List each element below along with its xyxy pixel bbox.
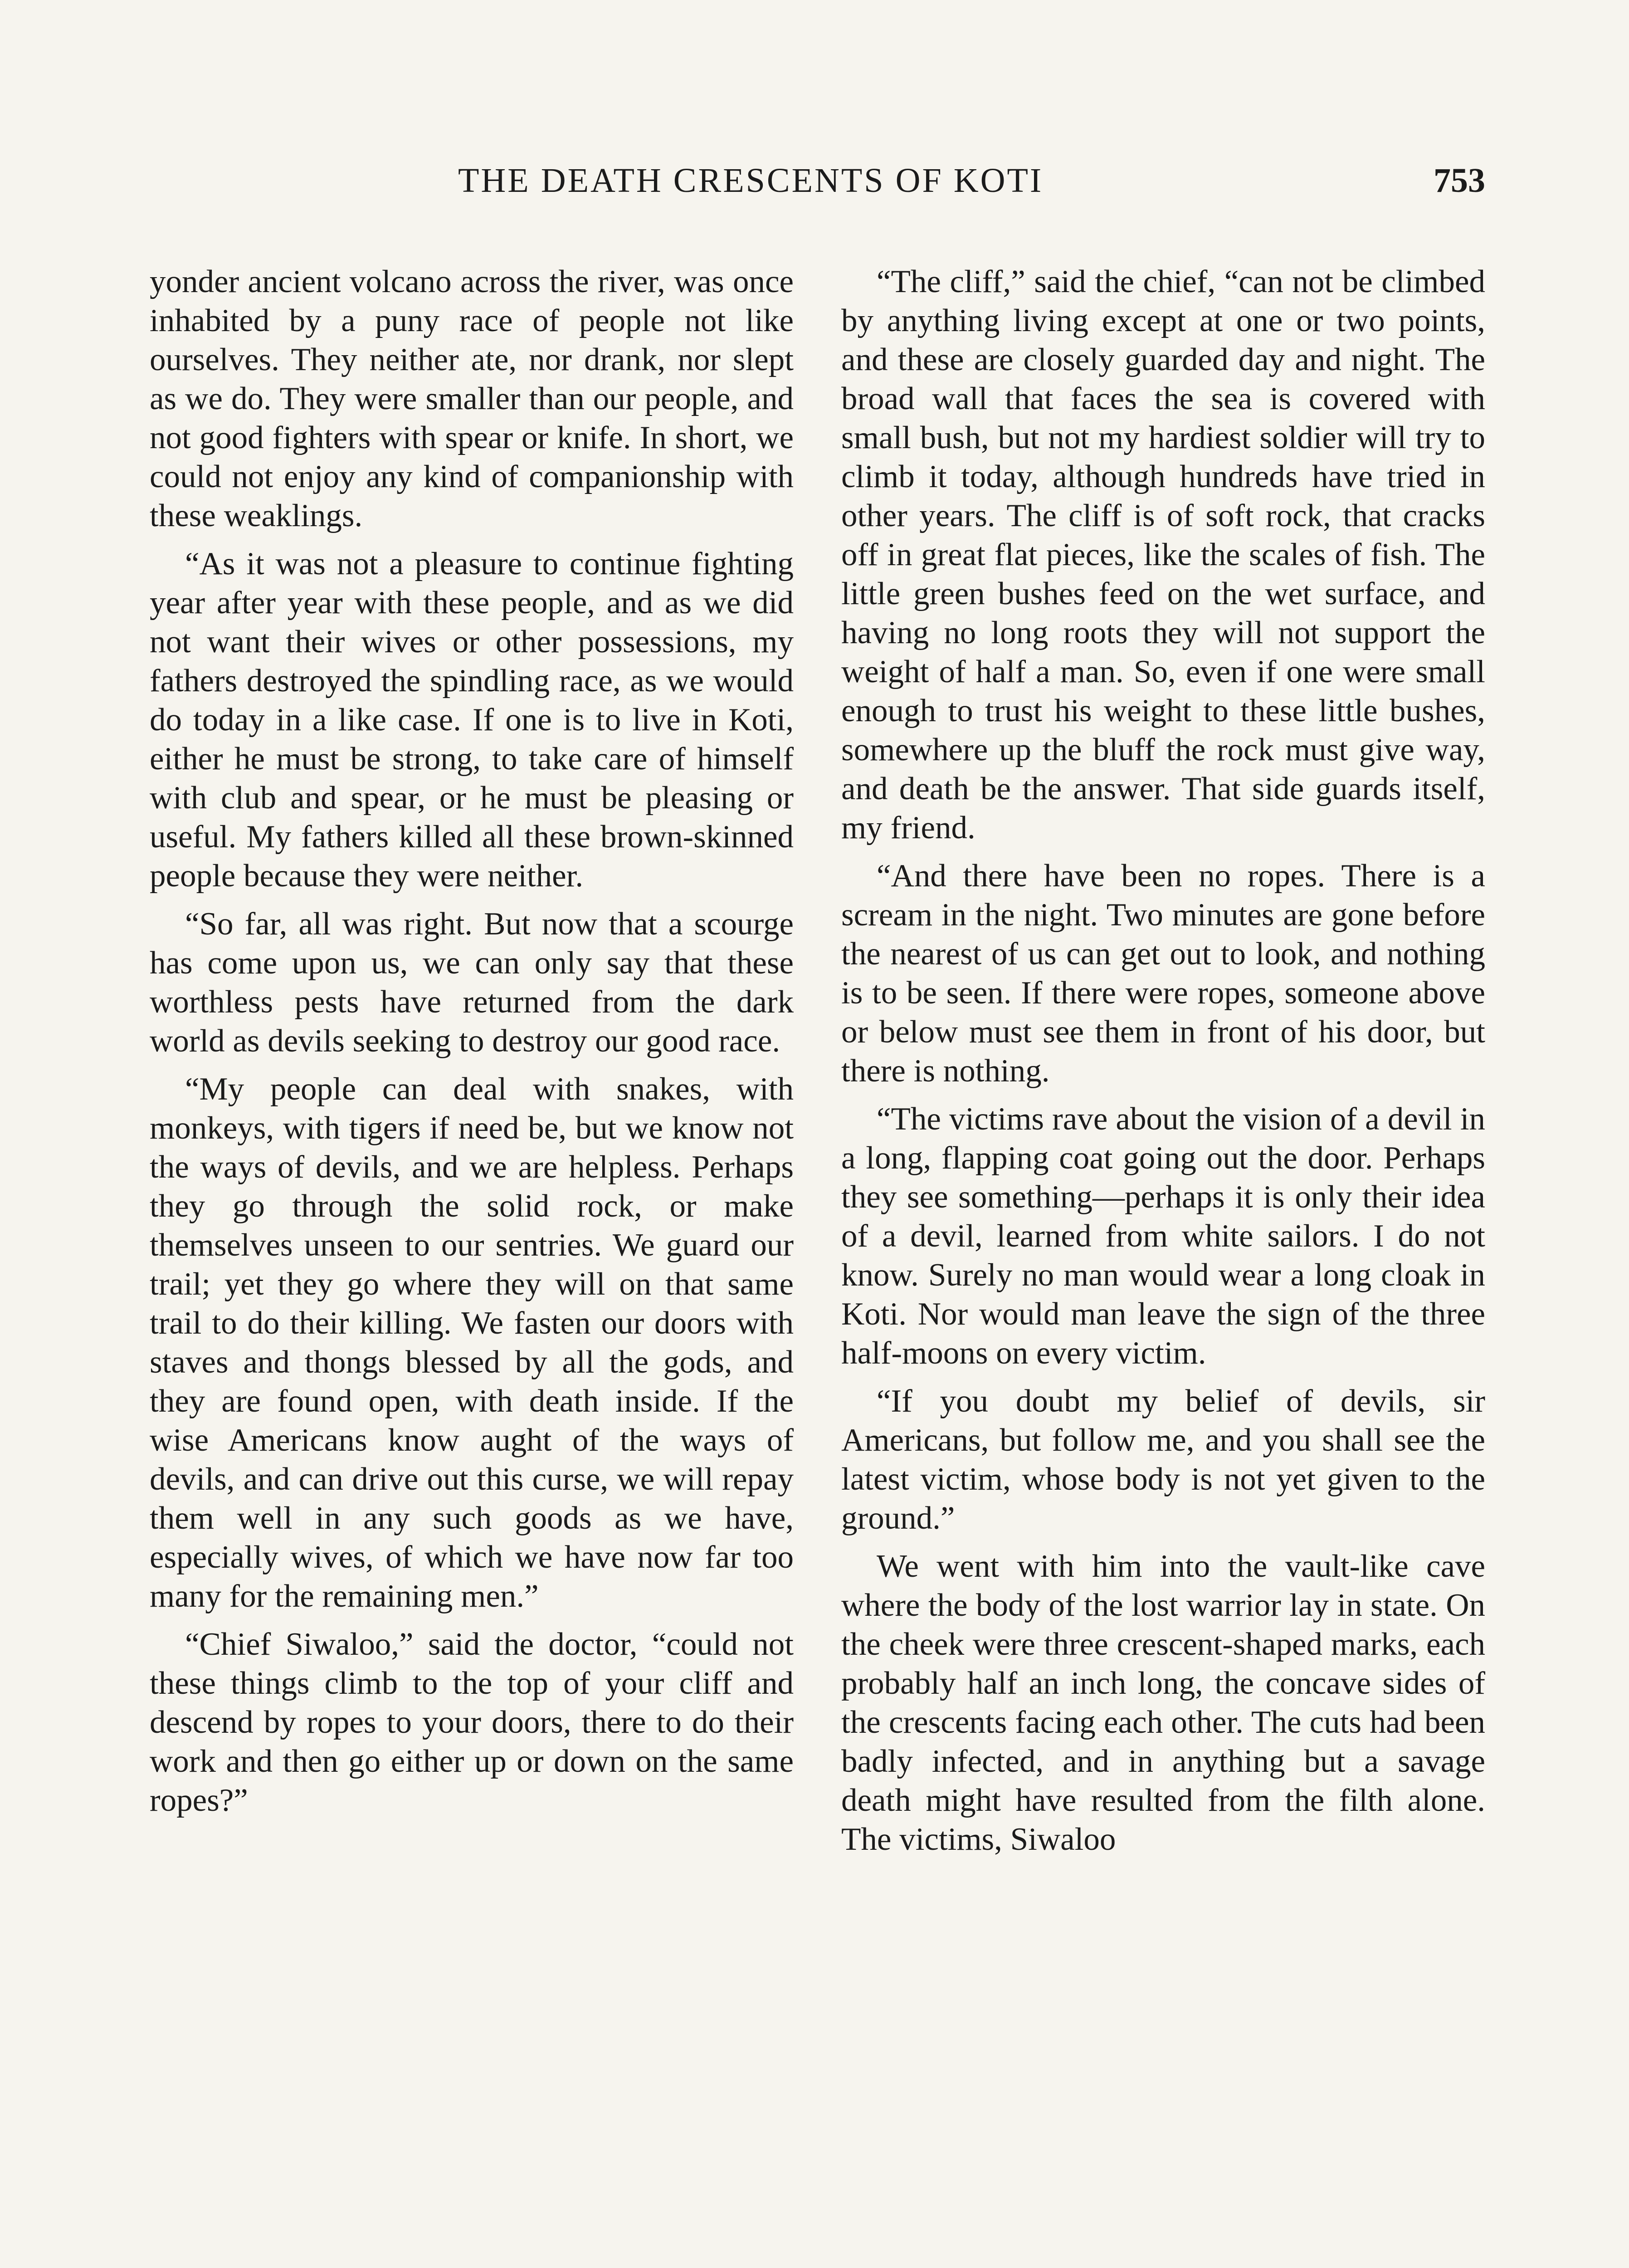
paragraph: “My people can deal with snakes, with monkeys, with tigers if need be, but we know not the ways of devils, and we are helpless. Perhaps they go through the solid rock, or make themselves unseen to our sentries. We guard our trail; yet they go where they will on that same trail to do their killing. We fasten our doors with staves and thongs blessed by all the gods, and they are found open, with death inside. If the wise Americans know aught of the ways of devils, and can drive out this curse, we will repay them well in any such goods as we have, especially wives, of which we have now far too many for the remaining men.” [150,1071,794,1614]
paragraph: “The cliff,” said the chief, “can not be climbed by anything living except at one or two points, and these are closely guarded day and night. The broad wall that faces the sea is covered with small bush, but not my hardiest soldier will try to climb it today, although hundreds have tried in other years. The cliff is of soft rock, that cracks off in great flat pieces, like the scales of fish. The little green bushes feed on the wet surface, and having no long roots they will not support the weight of half a man. So, even if one were small enough to trust his weight to these little bushes, somewhere up the bluff the rock must give way, and death be the answer. That side guards itself, my friend. [841,264,1485,846]
paragraph: “So far, all was right. But now that a scourge has come upon us, we can only say that these worthless pests have returned from the dark world as devils seeking to destroy our good race. [150,906,794,1059]
paragraph: yonder ancient volcano across the river, was once inhabited by a puny race of people not like ourselves. They neither ate, nor drank, nor slept as we do. They were smaller than our people, and not good fighters with spear or knife. In short, we could not enjoy any kind of companionship with these weaklings. [150,264,794,533]
left-column [150,262,794,1820]
page-header [150,161,1485,215]
paragraph: “Chief Siwaloo,” said the doctor, “could not these things climb to the top of your cliff and descend by ropes to your doors, there to do their work and then go either up or down on the same ropes?” [150,1627,794,1818]
paragraph: “And there have been no ropes. There is a scream in the night. Two minutes are gone before the nearest of us can get out to look, and nothing is to be seen. If there were ropes, someone above or below must see them in front of his door, but there is nothing. [841,858,1485,1089]
right-column [841,262,1485,1859]
paragraph: “The victims rave about the vision of a devil in a long, flapping coat going out the door. Perhaps they see something—perhaps it is only their idea of a devil, learned from white sailors. I do not know. Surely no man would wear a long cloak in Koti. Nor would man leave the sign of the three half-moons on every victim. [841,1101,1485,1371]
page-number: 753 [1434,161,1485,200]
paragraph: “If you doubt my belief of devils, sir Americans, but follow me, and you shall see the latest victim, whose body is not yet given to the ground.” [841,1383,1485,1536]
paragraph: “As it was not a pleasure to continue fighting year after year with these people, and as we did not want their wives or other possessions, my fathers destroyed the spindling race, as we would do today in a like case. If one is to live in Koti, either he must be strong, to take care of himself with club and spear, or he must be pleasing or useful. My fathers killed all these brown-skinned people because they were neither. [150,546,794,894]
paragraph: We went with him into the vault-like cave where the body of the lost warrior lay in state. On the cheek were three crescent-shaped marks, each probably half an inch long, the concave sides of the crescents facing each other. The cuts had been badly infected, and in anything but a savage death might have resulted from the filth alone. The victims, Siwaloo [841,1549,1485,1857]
running-title: THE DEATH CRESCENTS OF KOTI [458,161,1044,200]
